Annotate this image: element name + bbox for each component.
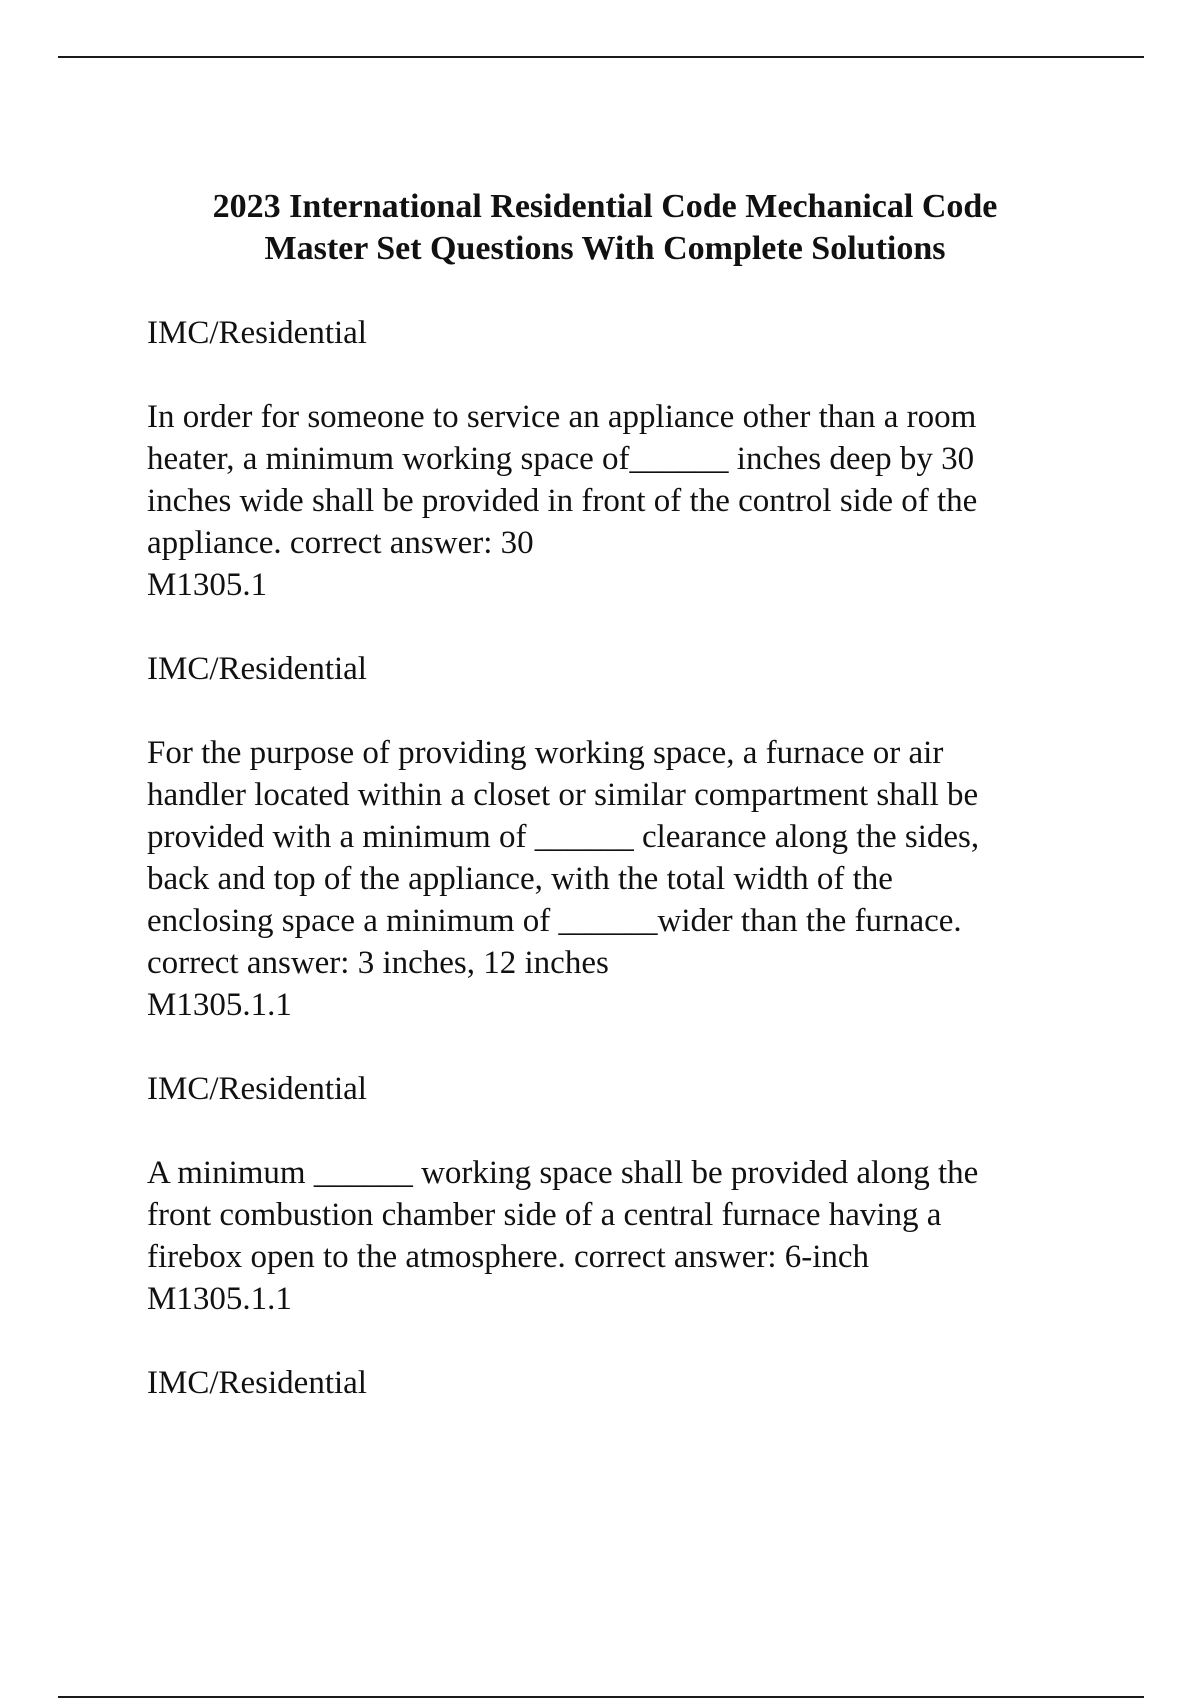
question-line: handler located within a closet or similar compartment shall be <box>147 777 979 813</box>
question-line: For the purpose of providing working space, a furnace or air <box>147 735 944 771</box>
question-line: firebox open to the atmosphere. correct answer: 6-inch <box>147 1239 870 1275</box>
code-reference: M1305.1 <box>147 567 268 603</box>
question-line: In order for someone to service an appliance other than a room <box>147 399 977 435</box>
question-line: A minimum ______ working space shall be provided along the <box>147 1155 979 1191</box>
question-line: inches wide shall be provided in front of the control side of the <box>147 483 978 519</box>
question-line: appliance. correct answer: 30 <box>147 525 534 561</box>
bottom-rule <box>58 1696 1144 1698</box>
question-category: IMC/Residential <box>147 1365 367 1401</box>
question-text <box>147 396 1067 606</box>
question-text <box>147 732 1067 1026</box>
question-text <box>147 1152 1067 1320</box>
question-line: front combustion chamber side of a central furnace having a <box>147 1197 942 1233</box>
title-line-2: Master Set Questions With Complete Solutions <box>264 230 946 267</box>
question-category: IMC/Residential <box>147 315 367 351</box>
question-line: correct answer: 3 inches, 12 inches <box>147 945 609 981</box>
document-body <box>147 186 1067 1446</box>
question-category: IMC/Residential <box>147 651 367 687</box>
question-line: back and top of the appliance, with the total width of the <box>147 861 893 897</box>
title-line-1: 2023 International Residential Code Mechanical Code <box>212 188 998 225</box>
question-line: provided with a minimum of ______ clearance along the sides, <box>147 819 980 855</box>
document-title <box>145 186 1065 270</box>
code-reference: M1305.1.1 <box>147 987 292 1023</box>
code-reference: M1305.1.1 <box>147 1281 292 1317</box>
top-rule <box>58 56 1144 58</box>
question-line: heater, a minimum working space of______ inches deep by 30 <box>147 441 975 477</box>
question-line: enclosing space a minimum of ______wider than the furnace. <box>147 903 962 939</box>
question-category: IMC/Residential <box>147 1071 367 1107</box>
